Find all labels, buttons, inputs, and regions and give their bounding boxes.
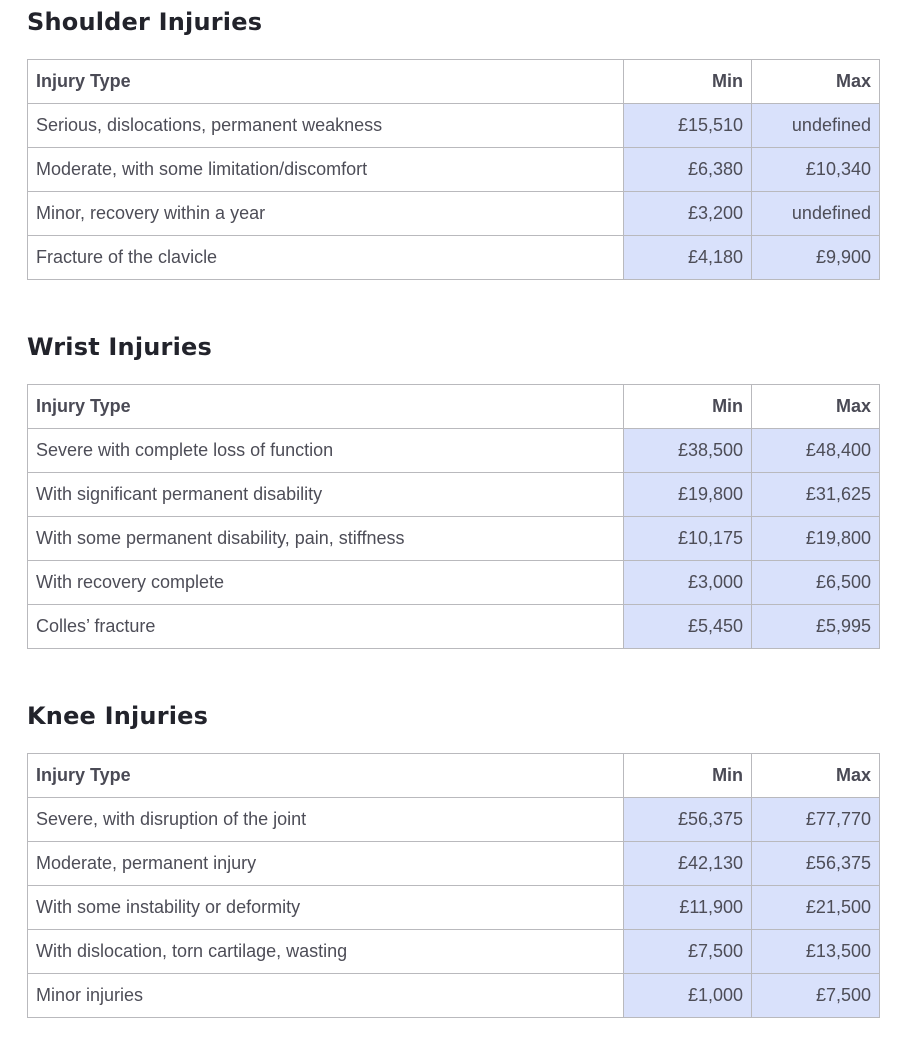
section-shoulder-injuries [27, 8, 880, 267]
table-row [28, 517, 880, 561]
injury-type-cell: Minor injuries [28, 974, 624, 1018]
table-row [28, 605, 880, 649]
column-header-max: Max [752, 60, 880, 104]
table-row [28, 429, 880, 473]
min-value-cell: £42,130 [624, 842, 752, 886]
section-title: Wrist Injuries [27, 333, 212, 361]
column-header-injury-type: Injury Type [28, 385, 624, 429]
table-row [28, 192, 880, 236]
injury-type-cell: With some instability or deformity [28, 886, 624, 930]
section-knee-injuries [27, 702, 880, 1005]
min-value-cell: £7,500 [624, 930, 752, 974]
injury-table-wrist [27, 384, 880, 649]
injury-type-cell: Fracture of the clavicle [28, 236, 624, 280]
min-value-cell: £15,510 [624, 104, 752, 148]
min-value-cell: £11,900 [624, 886, 752, 930]
max-value-cell: £7,500 [752, 974, 880, 1018]
max-value-cell: £5,995 [752, 605, 880, 649]
injury-type-cell: With recovery complete [28, 561, 624, 605]
table-header-row [28, 385, 880, 429]
table-header-row [28, 60, 880, 104]
min-value-cell: £56,375 [624, 798, 752, 842]
injury-table-shoulder [27, 59, 880, 280]
max-value-cell: £10,340 [752, 148, 880, 192]
table-row [28, 886, 880, 930]
table-row [28, 104, 880, 148]
injury-type-cell: With significant permanent disability [28, 473, 624, 517]
column-header-max: Max [752, 754, 880, 798]
column-header-min: Min [624, 60, 752, 104]
min-value-cell: £1,000 [624, 974, 752, 1018]
max-value-cell: £19,800 [752, 517, 880, 561]
injury-type-cell: Serious, dislocations, permanent weakness [28, 104, 624, 148]
column-header-injury-type: Injury Type [28, 60, 624, 104]
max-value-cell: £31,625 [752, 473, 880, 517]
table-header-row [28, 754, 880, 798]
table-row [28, 974, 880, 1018]
table-row [28, 842, 880, 886]
injury-type-cell: With dislocation, torn cartilage, wasting [28, 930, 624, 974]
injury-table-knee [27, 753, 880, 1018]
min-value-cell: £10,175 [624, 517, 752, 561]
max-value-cell: £6,500 [752, 561, 880, 605]
injury-type-cell: Moderate, permanent injury [28, 842, 624, 886]
min-value-cell: £38,500 [624, 429, 752, 473]
injury-type-cell: Minor, recovery within a year [28, 192, 624, 236]
section-title: Shoulder Injuries [27, 8, 263, 36]
section-wrist-injuries [27, 333, 880, 636]
section-title: Knee Injuries [27, 702, 209, 730]
max-value-cell: £9,900 [752, 236, 880, 280]
table-row [28, 798, 880, 842]
injury-type-cell: Moderate, with some limitation/discomfort [28, 148, 624, 192]
max-value-cell: £21,500 [752, 886, 880, 930]
min-value-cell: £4,180 [624, 236, 752, 280]
max-value-cell: £48,400 [752, 429, 880, 473]
max-value-cell: undefined [752, 192, 880, 236]
min-value-cell: £3,000 [624, 561, 752, 605]
column-header-min: Min [624, 385, 752, 429]
table-row [28, 236, 880, 280]
min-value-cell: £19,800 [624, 473, 752, 517]
max-value-cell: £77,770 [752, 798, 880, 842]
min-value-cell: £6,380 [624, 148, 752, 192]
injury-type-cell: Severe with complete loss of function [28, 429, 624, 473]
column-header-injury-type: Injury Type [28, 754, 624, 798]
table-row [28, 148, 880, 192]
min-value-cell: £5,450 [624, 605, 752, 649]
injury-type-cell: Severe, with disruption of the joint [28, 798, 624, 842]
min-value-cell: £3,200 [624, 192, 752, 236]
column-header-max: Max [752, 385, 880, 429]
injury-type-cell: With some permanent disability, pain, stiffness [28, 517, 624, 561]
table-row [28, 561, 880, 605]
max-value-cell: £13,500 [752, 930, 880, 974]
table-row [28, 473, 880, 517]
max-value-cell: undefined [752, 104, 880, 148]
table-row [28, 930, 880, 974]
injury-type-cell: Colles’ fracture [28, 605, 624, 649]
max-value-cell: £56,375 [752, 842, 880, 886]
column-header-min: Min [624, 754, 752, 798]
